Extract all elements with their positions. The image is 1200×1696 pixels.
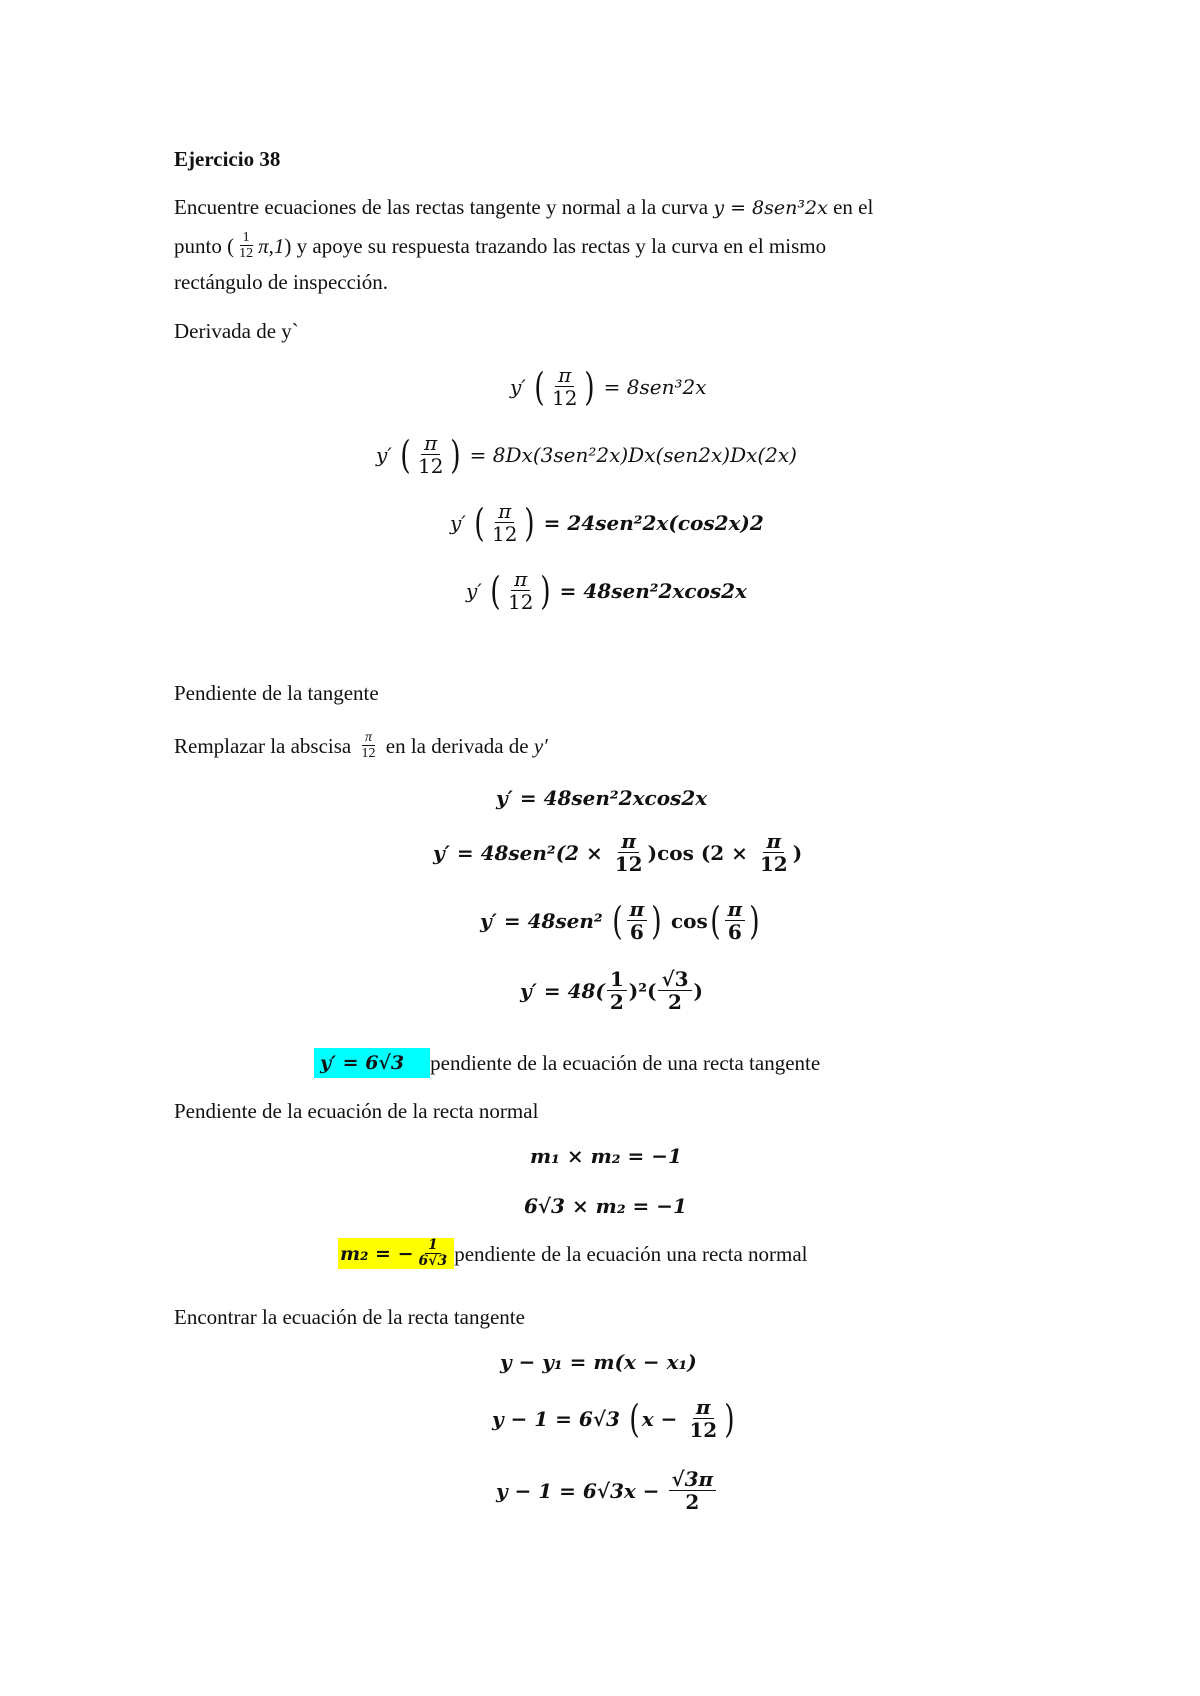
tangent-slope-highlight: y′ = 6√3 [314,1048,430,1078]
statement-line-2: punto ( $\frac{1}{12}$ π,1 ) y apoye su respuesta trazando las rectas y la curva en el mismo [174,230,827,261]
derivation-line-3: y′ ( $\frac{\pi}{12}$ ) = 24sen²2x(cos2x)2 [450,499,764,546]
remplazar-line: Remplazar la abscisa $\frac{\pi}{12}$ en la derivada de y′ [174,730,548,761]
step-1: y′ = 48sen²2xcos2x [496,786,708,810]
statement-line-3: rectángulo de inspección. [174,270,388,294]
derivation-line-2: y′ ( $\frac{\pi}{12}$ ) = 8Dx(3sen²2x)Dx(sen2x)Dx(2x) [376,431,797,478]
tangent-slope-line: y′ = 6√3 pendiente de la ecuación de una recta tangente [314,1048,820,1078]
normal-slope-highlight: m₂ = − $\frac{1}{6√3}$ [338,1238,454,1269]
step-4: y′ = 48( $\frac{1}{2}$ )²( $\frac{√3}{2}$ ) [520,967,704,1014]
normal-line-1: m₁ × m₂ = −1 [530,1144,682,1168]
step-2: y′ = 48sen²(2 × $\frac{\pi}{12}$ )cos (2 × $\frac{\pi}{12}$ ) [433,829,803,876]
encontrar-label: Encontrar la ecuación de la recta tangente [174,1305,525,1329]
derivation-line-1: y′ ( $\frac{\pi}{12}$ ) = 8sen³2x [510,363,707,410]
derivada-label: Derivada de y` [174,319,299,343]
tangent-eq-2: y − 1 = 6√3 ( x − $\frac{\pi}{12}$ ) [492,1395,735,1442]
derivation-line-4: y′ ( $\frac{\pi}{12}$ ) = 48sen²2xcos2x [466,567,747,614]
pendiente-tangente-label: Pendiente de la tangente [174,681,379,705]
normal-label: Pendiente de la ecuación de la recta normal [174,1099,539,1123]
step-3: y′ = 48sen² ( $\frac{\pi}{6}$ ) cos ( $\frac{\pi}{6}$ ) [480,897,760,944]
normal-line-2: 6√3 × m₂ = −1 [524,1194,687,1218]
curve-equation: y = 8sen³2x [713,197,828,219]
exercise-title: Ejercicio 38 [174,147,281,171]
tangent-eq-1: y − y₁ = m(x − x₁) [500,1350,697,1374]
normal-slope-line: m₂ = − $\frac{1}{6√3}$ pendiente de la ecuación una recta normal [340,1237,808,1269]
tangent-eq-3: y − 1 = 6√3x − $\frac{√3\pi}{2}$ [496,1468,718,1513]
statement-line-1: Encuentre ecuaciones de las rectas tangente y normal a la curva y = 8sen³2x en el [174,195,874,219]
